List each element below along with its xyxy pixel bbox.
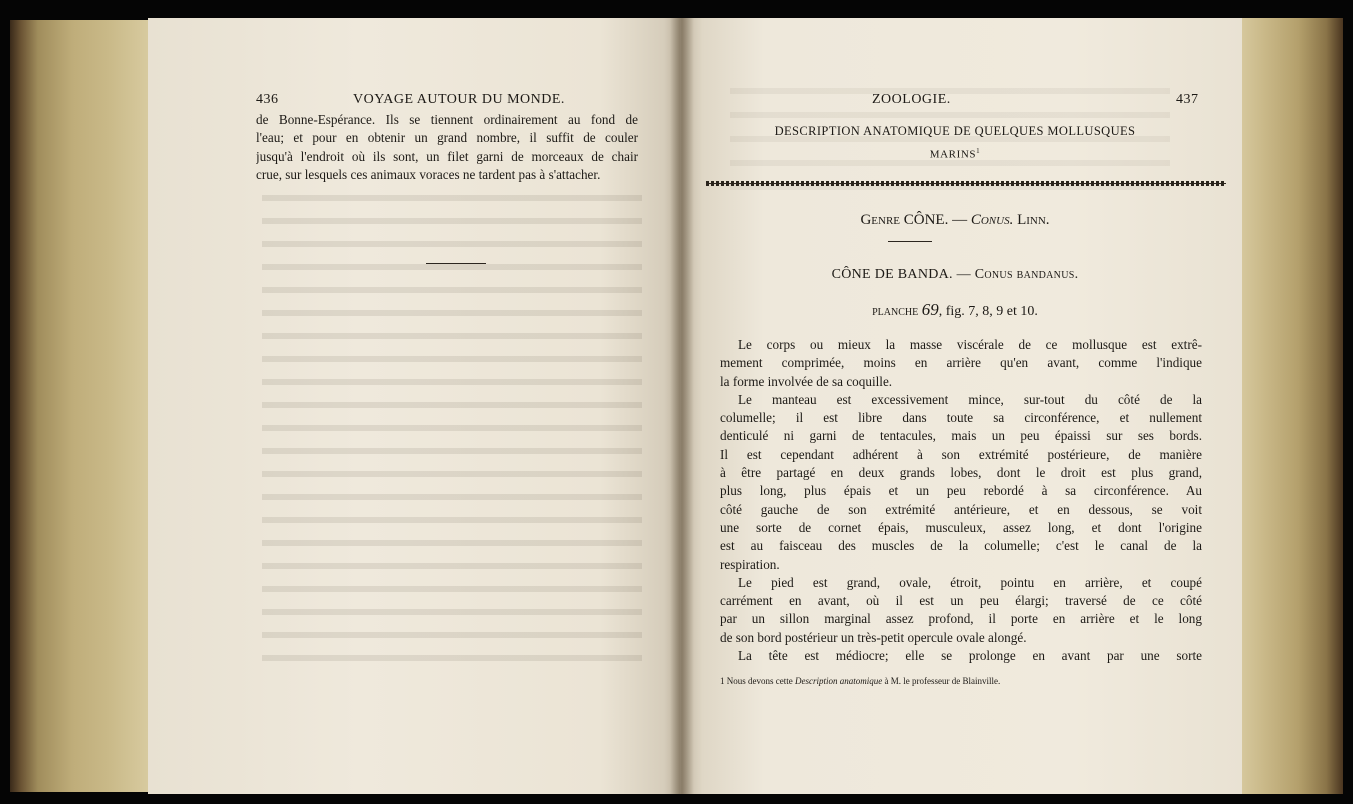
left-paragraph xyxy=(256,111,638,184)
text-line: crue, sur lesquels ces animaux voraces ne tardent pas à s'attacher. xyxy=(256,166,601,182)
species-name: CÔNE DE BANDA. — xyxy=(831,267,975,282)
body-text xyxy=(720,336,1202,665)
text-line: est au faisceau des muscles de la columelle; c'est le canal de la xyxy=(720,538,1202,554)
section-title-word: MARINS xyxy=(929,148,977,161)
footnote-italic: Description anatomique xyxy=(794,676,883,686)
genus-latin: Conus. xyxy=(970,212,1014,228)
genus-author: Linn. xyxy=(1013,212,1050,228)
text-line: l'eau; et pour en obtenir un grand nombre, il suffit de couler xyxy=(256,130,638,146)
plate-reference xyxy=(720,300,1190,320)
text-line: mement comprimée, moins en arrière qu'en avant, comme l'indique xyxy=(720,355,1202,371)
text-line: Le corps ou mieux la masse viscérale de ce mollusque est extrê- xyxy=(738,337,1202,352)
bleed-through-text xyxy=(262,195,642,665)
text-line: côté gauche de son extrémité antérieure, et en dessous, se voit xyxy=(720,501,1202,517)
text-line: par un sillon marginal assez profond, il porte en arrière et le long xyxy=(720,611,1202,627)
text-line: denticulé ni garni de tentacules, mais un peu épaissi sur ses bords. xyxy=(720,428,1202,444)
text-line: à être partagé en deux grands lobes, dont le droit est plus grand, xyxy=(720,465,1202,481)
text-line: de Bonne-Espérance. Ils se tiennent ordinairement au fond de xyxy=(256,112,638,127)
page-number-left: 436 xyxy=(256,92,279,107)
book-gutter xyxy=(670,18,694,794)
decorative-border xyxy=(706,181,1226,186)
page-edges-right xyxy=(1231,18,1343,794)
text-line: de son bord postérieur un très-petit opercule ovale alongé. xyxy=(720,629,1027,645)
footnote-marker: 1 xyxy=(976,147,981,155)
page-edges-left xyxy=(10,20,150,792)
running-head-left: VOYAGE AUTOUR DU MONDE. xyxy=(353,92,565,107)
plate-number: 69 xyxy=(921,300,939,319)
section-title-line-1: DESCRIPTION ANATOMIQUE DE QUELQUES MOLLUSQUES xyxy=(774,124,1136,138)
text-line: la forme involvée de sa coquille. xyxy=(720,373,893,389)
section-title-line-2 xyxy=(720,147,1190,161)
text-line: columelle; il est libre dans toute sa circonférence, et nullement xyxy=(720,410,1202,426)
page-number-right: 437 xyxy=(1176,92,1199,107)
text-line: Le manteau est excessivement mince, sur-tout du côté de la xyxy=(738,391,1202,407)
text-line: Il est cependant adhérent à son extrémité postérieure, de manière xyxy=(720,446,1202,462)
text-line: La tête est médiocre; elle se prolonge en avant par une sorte xyxy=(738,648,1202,664)
genus-name: Genre CÔNE. — xyxy=(860,212,971,228)
species-heading xyxy=(720,267,1190,283)
end-rule xyxy=(426,263,486,264)
footnote-suffix: à M. le professeur de Blainville. xyxy=(882,676,1001,686)
plate-label: planche xyxy=(872,304,922,319)
text-line: carrément en avant, où il est un peu élargi; traversé de ce côté xyxy=(720,593,1202,609)
text-line: jusqu'à l'endroit où ils sont, un filet garni de morceaux de chair xyxy=(256,148,638,164)
text-line: plus long, plus épais et un peu rebordé à sa circonférence. Au xyxy=(720,483,1202,499)
running-head-right: ZOOLOGIE. xyxy=(872,92,951,107)
footnote xyxy=(720,676,1202,686)
text-line: Le pied est grand, ovale, étroit, pointu en arrière, et coupé xyxy=(738,574,1202,590)
text-line: respiration. xyxy=(720,556,780,572)
plate-figures: , fig. 7, 8, 9 et 10. xyxy=(938,304,1038,319)
heading-rule xyxy=(888,241,932,242)
genus-heading xyxy=(720,212,1190,229)
footnote-prefix: 1 Nous devons cette xyxy=(720,676,795,686)
text-line: une sorte de cornet épais, musculeux, assez long, et dont l'origine xyxy=(720,519,1202,535)
species-latin: Conus bandanus. xyxy=(974,267,1079,282)
